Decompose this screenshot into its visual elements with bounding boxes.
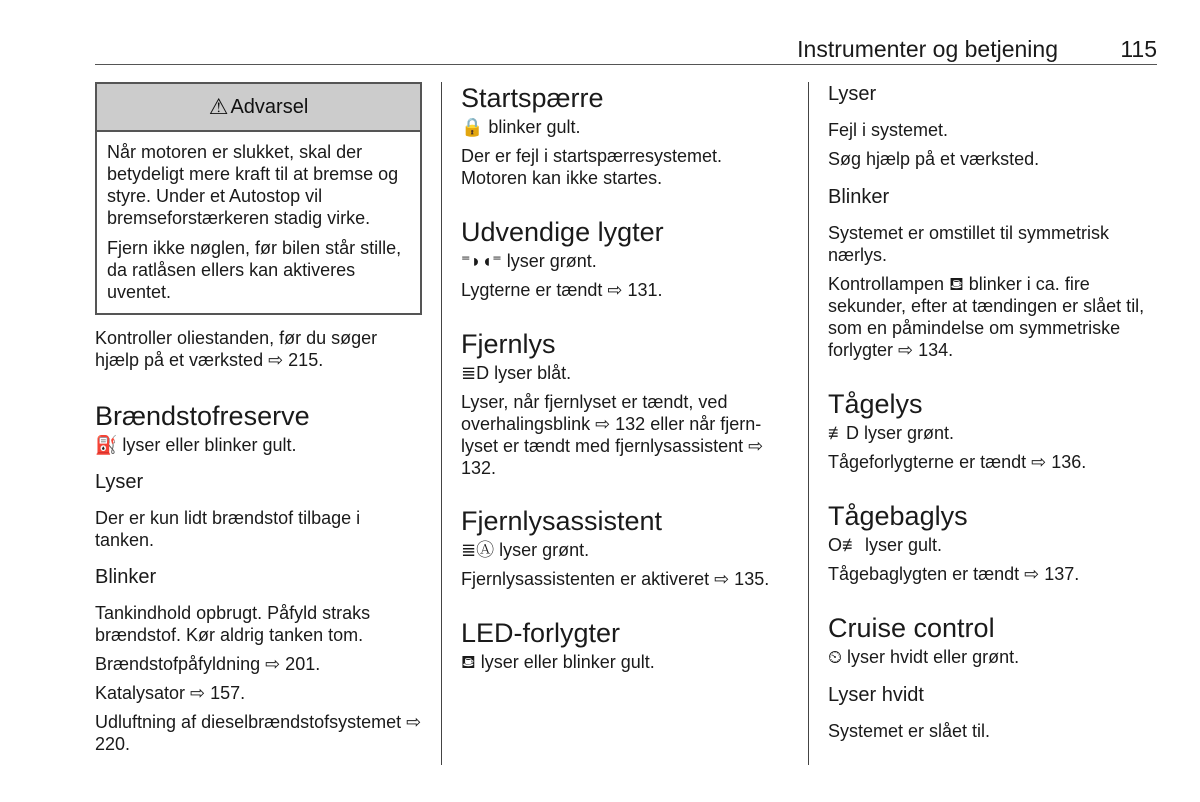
rear-fog-light-status-text: O≢ lyser gult. <box>828 535 943 555</box>
subsection-title-lyser-col3: Lyser <box>828 83 877 105</box>
section-title-rear-fog-light: Tågebaglys <box>828 501 968 531</box>
section-title-fuel-reserve: Brændstofreserve <box>95 401 310 431</box>
section-title-immobiliser: Startspærre <box>461 83 604 113</box>
section-title-high-beam-assist: Fjernlysassistent <box>461 506 663 536</box>
fuel-blinker-text-3: Katalysator ⇨ 157. <box>95 683 246 703</box>
fuel-blinker-text-2: Brændstofpåfyldning ⇨ 201. <box>95 654 321 674</box>
exterior-lights-text: Lygterne er tændt ⇨ 131. <box>461 280 663 300</box>
lyser-text-2: Søg hjælp på et værksted. <box>828 149 1040 169</box>
cruise-control-status-text: ⏲ lyser hvidt eller grønt. <box>828 647 1020 667</box>
lyser-text-1: Fejl i systemet. <box>828 120 949 140</box>
subsection-title-blinker: Blinker <box>95 566 157 588</box>
section-title-led-headlights: LED-forlygter <box>461 618 621 648</box>
blinker-text-2: Kontrollampen ⛾ blinker i ca. fire sekunder, efter at tændingen er slået til, som en påmindelse om symmetriske forlygter ⇨ 134. <box>828 274 1145 360</box>
high-beam-text: Lyser, når fjernlyset er tændt, ved overhalingsblink ⇨ 132 eller når fjernlyset er tændt med fjernlysassistent ⇨ 132. <box>461 392 764 478</box>
column-1 <box>95 82 422 755</box>
column-2 <box>461 82 791 673</box>
immobiliser-text: Der er fejl i startspærresystemet. Motoren kan ikke startes. <box>461 146 723 188</box>
fuel-blinker-text-1: Tankindhold opbrugt. Påfyld straks brændstof. Kør aldrig tanken tom. <box>95 603 371 645</box>
immobiliser-status-text: 🔒 blinker gult. <box>461 117 581 137</box>
subsection-title-blinker-col3: Blinker <box>828 186 890 208</box>
column-divider-1 <box>441 82 442 765</box>
section-title-cruise-control: Cruise control <box>828 613 995 643</box>
fuel-lyser-text: Der er kun lidt brændstof tilbage i tanken. <box>95 508 361 550</box>
rear-fog-light-text: Tågebaglygten er tændt ⇨ 137. <box>828 564 1080 584</box>
warning-triangle-icon: ⚠ <box>208 94 229 119</box>
section-title-high-beam: Fjernlys <box>461 329 556 359</box>
subsection-title-lyser-hvidt: Lyser hvidt <box>828 684 924 706</box>
exterior-lights-status-text: ⁼◗◖⁼ lyser grønt. <box>461 251 597 271</box>
high-beam-assist-text: Fjernlysassistenten er aktiveret ⇨ 135. <box>461 569 770 589</box>
warning-text-1: Når motoren er slukket, skal der betydeligt mere kraft til at bremse og styre. Under et Autostop vil bremseforstærkeren stadig virke. <box>107 142 399 228</box>
warning-title: Advarsel <box>230 95 309 118</box>
subsection-title-lyser: Lyser <box>95 471 144 493</box>
fuel-status-text: ⛽ lyser eller blinker gult. <box>95 435 297 455</box>
blinker-text-1: Systemet er omstillet til symmetrisk nærlys. <box>828 223 1110 265</box>
warning-header <box>97 84 420 132</box>
section-title-exterior-lights: Udvendige lygter <box>461 217 664 247</box>
fuel-blinker-text-4: Udluftning af dieselbrændstofsystemet ⇨ 220. <box>95 712 422 754</box>
fog-lights-status-text: ≢D lyser grønt. <box>828 423 955 443</box>
page-number: 115 <box>1120 36 1157 62</box>
high-beam-status-text: ≣D lyser blåt. <box>461 363 572 383</box>
cruise-control-text: Systemet er slået til. <box>828 721 991 741</box>
warning-body <box>97 132 420 313</box>
fog-lights-text: Tågeforlygterne er tændt ⇨ 136. <box>828 452 1087 472</box>
header-rule <box>95 64 1157 65</box>
high-beam-assist-status-text: ≣Ⓐ lyser grønt. <box>461 540 590 560</box>
oil-check-text: Kontroller oliestanden, før du søger hjælp på et værksted ⇨ 215. <box>95 328 378 370</box>
led-headlights-status-text: ⛾ lyser eller blinker gult. <box>461 652 655 672</box>
warning-text-2: Fjern ikke nøglen, før bilen står stille, da ratlåsen ellers kan aktiveres uventet. <box>107 238 402 302</box>
column-3 <box>828 82 1158 742</box>
section-title-fog-lights: Tågelys <box>828 389 923 419</box>
column-divider-2 <box>808 82 809 765</box>
warning-box <box>95 82 422 315</box>
page-title: Instrumenter og betjening <box>797 36 1058 62</box>
